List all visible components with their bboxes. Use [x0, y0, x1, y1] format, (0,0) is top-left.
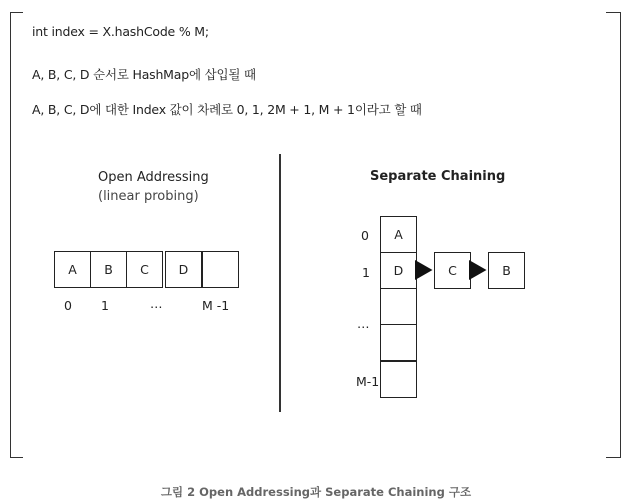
oa-index: 1: [101, 298, 109, 313]
figure-caption: 그림 2 Open Addressing과 Separate Chaining 구조: [160, 485, 472, 499]
chain-node: C: [434, 252, 471, 289]
sc-index: M-1: [356, 374, 380, 389]
oa-cell: D: [165, 251, 202, 288]
index-values-line: A, B, C, D에 대한 Index 값이 차례로 0, 1, 2M + 1, M + 1이라고 할 때: [32, 102, 422, 117]
oa-index: M -1: [202, 298, 230, 313]
chain-node: B: [488, 252, 525, 289]
sc-bucket: A: [380, 216, 417, 253]
oa-index: 0: [64, 298, 72, 313]
sc-index: 1: [362, 265, 370, 280]
open-addressing-title: Open Addressing: [98, 170, 209, 185]
oa-index: …: [150, 296, 163, 311]
code-line: int index = X.hashCode % M;: [32, 24, 209, 39]
oa-cell: C: [126, 251, 163, 288]
oa-cell: B: [90, 251, 127, 288]
oa-cell: A: [54, 251, 91, 288]
sc-bucket: D: [380, 252, 417, 289]
insert-order-line: A, B, C, D 순서로 HashMap에 삽입될 때: [32, 67, 256, 82]
open-addressing-subtitle: (linear probing): [98, 189, 199, 204]
separate-chaining-title: Separate Chaining: [370, 169, 506, 184]
sc-index: …: [357, 316, 370, 331]
sc-index: 0: [361, 228, 369, 243]
